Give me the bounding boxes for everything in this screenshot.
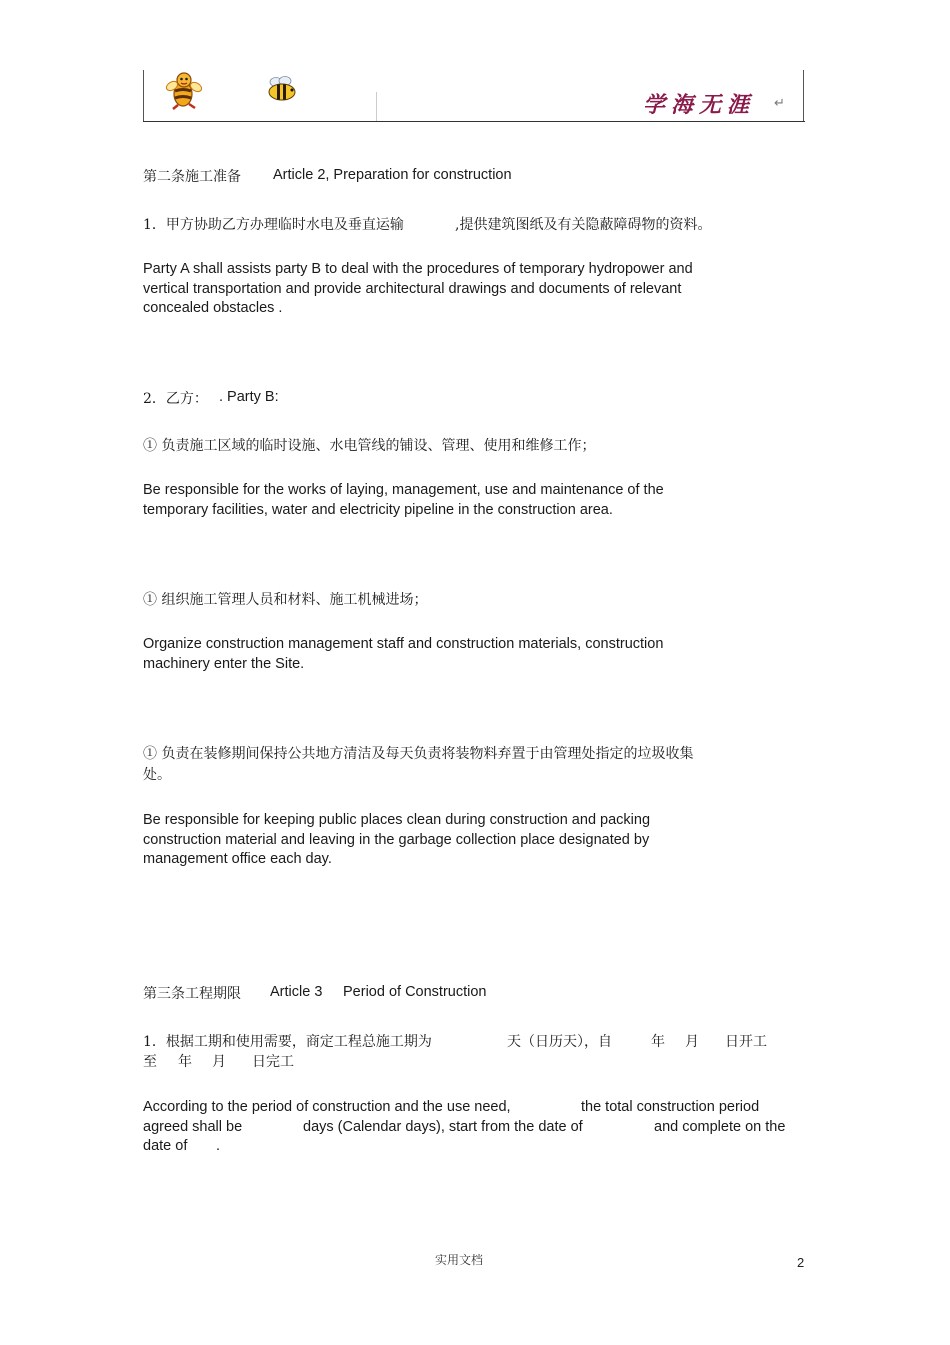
article-3-item-1-cn-b: 天（日历天），自 [507, 1034, 612, 1050]
header-rule [143, 121, 805, 122]
header-left-divider [143, 70, 144, 121]
article-3-item-1-cn-e: 日开工 [725, 1034, 767, 1050]
article-2-heading-cn: 第二条施工准备 [143, 169, 241, 185]
article-3-item-1-cn-c: 年 [651, 1034, 665, 1050]
article-3-item-1-cn2-d: 日完工 [252, 1054, 294, 1070]
article-2-sub-3-cn-line-2: 处。 [143, 767, 171, 783]
page-number: 2 [797, 1255, 805, 1270]
footer-label: 实用文档 [435, 1253, 484, 1267]
article-2-sub-1-cn: ① 负责施工区域的临时设施、水电管线的铺设、管理、使用和维修工作； [143, 438, 596, 454]
article-2-item-1-cn-part-a: 1．甲方协助乙方办理临时水电及垂直运输 [143, 217, 404, 233]
article-3-item-1-en-line-2-c: and complete on the [654, 1119, 786, 1135]
article-2-sub-2-cn: ① 组织施工管理人员和材料、施工机械进场； [143, 592, 428, 608]
article-2-item-2-en: . Party B: [219, 389, 279, 405]
article-2-sub-3-cn-line-1: ① 负责在装修期间保持公共地方清洁及每天负责将装物料弃置于由管理处指定的垃圾收集 [143, 746, 694, 762]
article-3-heading-en-title: Period of Construction [343, 984, 487, 1000]
article-2-item-1-cn-part-b: ,提供建筑图纸及有关隐蔽障碍物的资料。 [455, 217, 712, 233]
article-3-item-1-cn2-c: 月 [212, 1054, 226, 1070]
article-3-item-1-en-line-2-a: agreed shall be [143, 1119, 243, 1135]
article-3-item-1-cn2-a: 至 [143, 1054, 157, 1070]
article-2-sub-2-en: Organize construction management staff and construction materials, construction machinery enter the Site. [143, 636, 664, 672]
article-3-item-1-cn2-b: 年 [178, 1054, 192, 1070]
article-2-item-1-en: Party A shall assists party B to deal with the procedures of temporary hydropower and vertical transportation and provide architectural drawings and documents of relevant concealed obstacles . [143, 261, 693, 316]
article-2-sub-1-en: Be responsible for the works of laying, management, use and maintenance of the temporary facilities, water and electricity pipeline in the construction area. [143, 482, 664, 518]
article-3-item-1-en-line-1-a: According to the period of construction and the use need, [143, 1099, 511, 1115]
bee-icon [264, 75, 300, 103]
header-right-divider [803, 70, 804, 121]
article-3-item-1-en-line-2-b: days (Calendar days), start from the date of [303, 1119, 583, 1135]
article-3-item-1-en-line-3-a: date of [143, 1138, 188, 1154]
article-2-item-2-cn: 2．乙方： [143, 391, 208, 407]
article-3-heading-cn: 第三条工程期限 [143, 986, 241, 1002]
article-3-item-1-en-line-3-b: . [216, 1138, 221, 1154]
article-3-item-1-cn-d: 月 [685, 1034, 699, 1050]
article-2-heading-en: Article 2, Preparation for construction [273, 167, 512, 183]
bee-mascot-icon [163, 70, 205, 112]
article-3-item-1-en-line-1-b: the total construction period [581, 1099, 760, 1115]
return-mark: ↵ [774, 95, 785, 110]
header-mid-divider [376, 92, 377, 121]
article-3-item-1-cn-a: 1．根据工期和使用需要，商定工程总施工期为 [143, 1034, 432, 1050]
header-logo-text: 学海无涯 [643, 92, 756, 118]
article-3-heading-en-number: Article 3 [270, 984, 323, 1000]
article-2-sub-3-en: Be responsible for keeping public places clean during construction and packing construction material and leaving in the garbage collection place designated by management office each day. [143, 812, 651, 867]
